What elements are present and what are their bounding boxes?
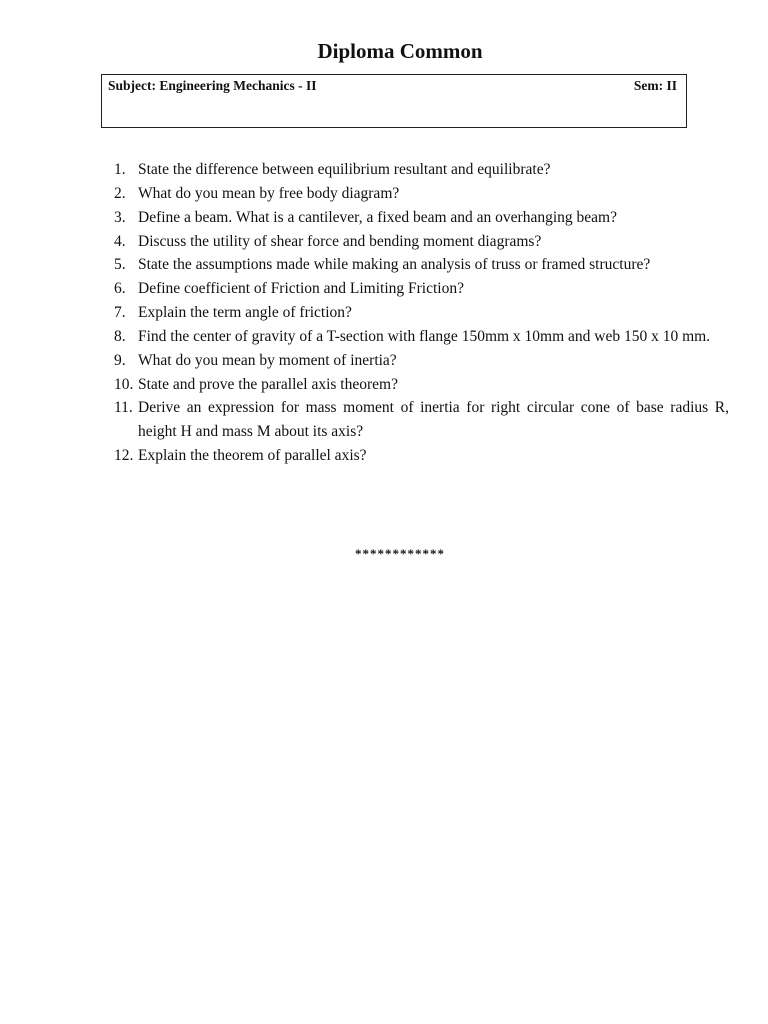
question-number: 12. [114,447,134,465]
question-text: State and prove the parallel axis theorem? [138,375,398,393]
question-text: State the difference between equilibrium resultant and equilibrate? [138,161,551,178]
question-number: 8. [114,327,126,345]
question-list [114,158,729,468]
question-number: 4. [114,232,126,250]
question-item [114,301,729,325]
question-item [114,158,729,182]
end-separator: ************ [355,546,445,561]
question-number: 10. [114,375,134,393]
question-number: 7. [114,304,126,322]
question-text: Derive an expression for mass moment of inertia for right circular cone of base radius R, height H and mass M about its axis? [138,399,729,441]
question-number: 9. [114,351,126,369]
question-item [114,396,729,444]
semester-label: Sem: II [633,78,677,93]
question-number: 3. [114,208,126,226]
question-item [114,253,729,277]
question-number: 6. [114,280,126,298]
question-text: Discuss the utility of shear force and bending moment diagrams? [138,232,542,250]
page-title: Diploma Common [317,39,483,63]
question-text: Define coefficient of Friction and Limiting Friction? [138,280,464,298]
subject-header-box [101,74,687,128]
question-item [114,182,729,206]
question-text: State the assumptions made while making an analysis of truss or framed structure? [138,256,651,274]
question-item [114,349,729,373]
question-text: Explain the theorem of parallel axis? [138,447,367,465]
question-item [114,325,729,349]
question-item [114,277,729,301]
question-number: 11. [114,399,133,417]
question-number: 2. [114,184,126,202]
question-text: Define a beam. What is a cantilever, a fixed beam and an overhanging beam? [138,208,617,226]
subject-label: Subject: Engineering Mechanics - II [108,78,317,93]
question-item [114,206,729,230]
question-text: Explain the term angle of friction? [138,304,352,322]
question-number: 1. [114,161,126,178]
question-item [114,373,729,397]
question-text: What do you mean by free body diagram? [138,184,400,202]
question-item [114,230,729,254]
question-text: Find the center of gravity of a T-section with flange 150mm x 10mm and web 150 x 10 mm. [138,327,711,345]
question-item [114,444,729,468]
question-number: 5. [114,256,126,274]
question-text: What do you mean by moment of inertia? [138,351,397,369]
